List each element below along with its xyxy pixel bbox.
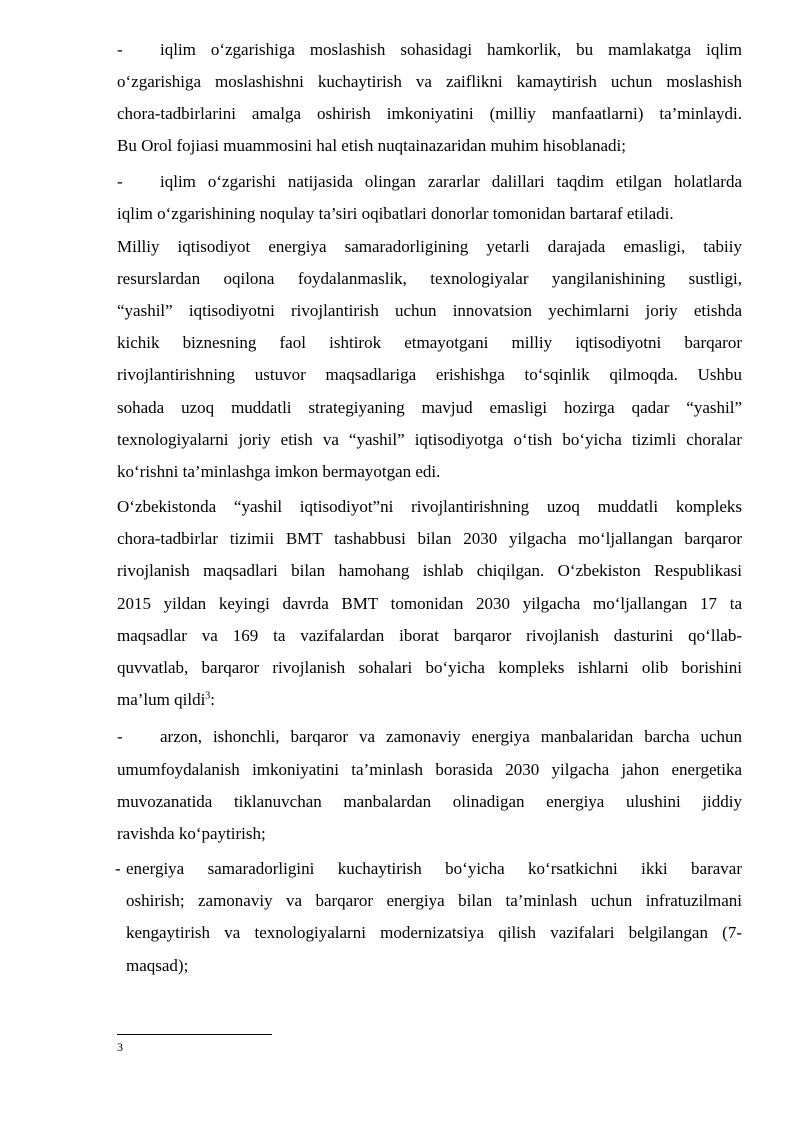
text-line: oshirish; zamonaviy va barqaror energiya bilan ta’minlash uchun infratuzilmani [126, 891, 742, 910]
text-line: sohada uzoq muddatli strategiyaning mavjud emasligi hozirga qadar “yashil” [117, 398, 742, 417]
text-line: Bu Orol fojiasi muammosini hal etish nuqtainazaridan muhim hisoblanadi; [117, 136, 626, 155]
list-dash: - [117, 40, 123, 59]
text-line: maqsad); [126, 956, 189, 975]
text-line: iqlim o‘zgarishining noqulay ta’siri oqibatlari donorlar tomonidan bartaraf etiladi. [117, 204, 674, 223]
text-line: 2015 yildan keyingi davrda BMT tomonidan 2030 yilgacha mo‘ljallangan 17 ta [117, 594, 742, 613]
text-line: iqlim o‘zgarishiga moslashish sohasidagi hamkorlik, bu mamlakatga iqlim [160, 40, 742, 59]
text-line: energiya samaradorligini kuchaytirish bo‘yicha ko‘rsatkichni ikki baravar [126, 859, 742, 878]
text-line: chora-tadbirlarini amalga oshirish imkoniyatini (milliy manfaatlarni) ta’minlaydi. [117, 104, 742, 123]
text-line: Milliy iqtisodiyot energiya samaradorligining yetarli darajada emasligi, tabiiy [117, 237, 742, 256]
footnote-separator [117, 1034, 272, 1035]
text-line: ko‘rishni ta’minlashga imkon bermayotgan edi. [117, 462, 441, 481]
footnote-number: 3 [117, 1040, 123, 1054]
text-line: rivojlantirishning ustuvor maqsadlariga erishishga to‘sqinlik qilmoqda. Ushbu [117, 365, 742, 384]
text-line: ravishda ko‘paytirish; [117, 824, 266, 843]
list-dash: - [117, 727, 123, 746]
text-line: kengaytirish va texnologiyalarni modernizatsiya qilish vazifalari belgilangan (7- [126, 923, 742, 942]
text-line: o‘zgarishiga moslashishni kuchaytirish va zaiflikni kamaytirish uchun moslashish [117, 72, 742, 91]
text-line [117, 690, 742, 710]
text-line: resurslardan oqilona foydalanmaslik, texnologiyalar yangilanishining sustligi, [117, 269, 742, 288]
text-line: kichik biznesning faol ishtirok etmayotgani milliy iqtisodiyotni barqaror [117, 333, 742, 352]
text-line: maqsadlar va 169 ta vazifalardan iborat barqaror rivojlanish dasturini qo‘llab- [117, 626, 742, 645]
text-line: quvvatlab, barqaror rivojlanish sohalari bo‘yicha kompleks ishlarni olib borishini [117, 658, 742, 677]
text-line: umumfoydalanish imkoniyatini ta’minlash borasida 2030 yilgacha jahon energetika [117, 760, 742, 779]
list-dash: - [115, 859, 121, 878]
text-fragment: : [210, 690, 216, 709]
list-dash: - [117, 172, 123, 191]
text-line: iqlim o‘zgarishi natijasida olingan zararlar dalillari taqdim etilgan holatlarda [160, 172, 742, 191]
text-line: “yashil” iqtisodiyotni rivojlantirish uchun innovatsion yechimlarni joriy etishda [117, 301, 742, 320]
footnote-reference[interactable]: 3 [205, 690, 211, 702]
text-fragment: ma’lum qildi [117, 690, 206, 709]
text-line: chora-tadbirlar tizimii BMT tashabbusi bilan 2030 yilgacha mo‘ljallangan barqaror [117, 529, 742, 548]
text-line: muvozanatida tiklanuvchan manbalardan olinadigan energiya ulushini jiddiy [117, 792, 742, 811]
text-line: rivojlanish maqsadlari bilan hamohang ishlab chiqilgan. O‘zbekiston Respublikasi [117, 561, 742, 580]
text-line: O‘zbekistonda “yashil iqtisodiyot”ni rivojlantirishning uzoq muddatli kompleks [117, 497, 742, 516]
text-line: arzon, ishonchli, barqaror va zamonaviy energiya manbalaridan barcha uchun [160, 727, 742, 746]
text-line: texnologiyalarni joriy etish va “yashil” iqtisodiyotga o‘tish bo‘yicha tizimli choralar [117, 430, 742, 449]
